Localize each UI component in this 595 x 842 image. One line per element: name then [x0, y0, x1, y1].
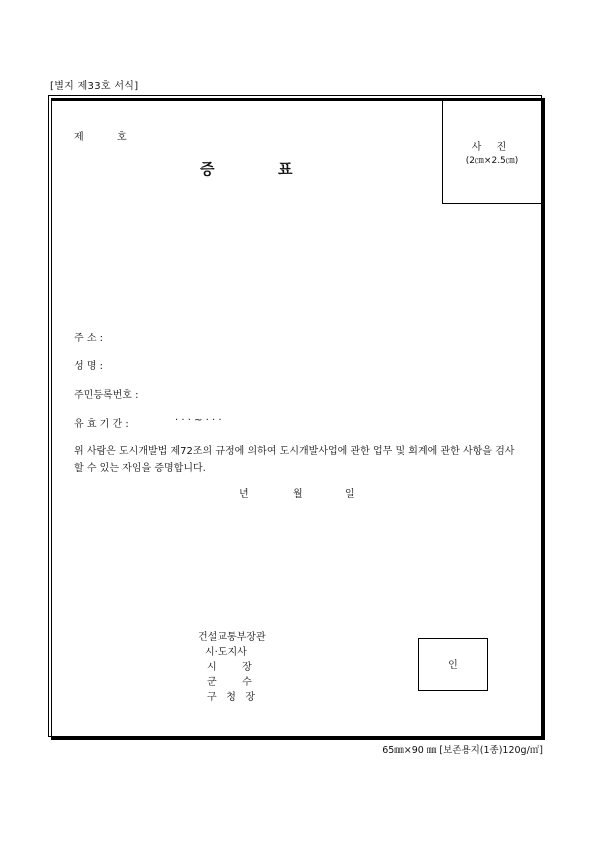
- number-prefix: 제: [74, 132, 84, 143]
- title-char-2: 표: [278, 160, 293, 178]
- photo-size: (2㎝×2.5㎝): [465, 156, 519, 166]
- date-month: 월: [293, 489, 303, 500]
- issuer-governor: 시·도지사: [205, 647, 247, 658]
- issuer-mayor: 시 장: [207, 662, 252, 673]
- address-label: 주 소 :: [74, 333, 104, 344]
- resident-number-label: 주민등록번호 :: [74, 390, 139, 401]
- footer-spec: 65㎜×90 ㎜ [보존용지(1종)120g/㎡]: [382, 745, 543, 756]
- issuer-minister: 건설교통부장관: [198, 632, 266, 643]
- photo-label: 사 진: [471, 142, 513, 153]
- issuer-county: 군 수: [207, 677, 252, 688]
- certification-statement: 위 사람은 도시개발법 제72조의 규정에 의하여 도시개발사업에 관한 업무 및 회계에 관한 사항을 검사할 수 있는 자임을 증명합니다.: [74, 446, 515, 474]
- date-day: 일: [345, 489, 355, 500]
- title-char-1: 증: [200, 160, 215, 178]
- photo-box: [442, 98, 541, 204]
- number-suffix: 호: [117, 132, 127, 143]
- seal-label: 인: [448, 660, 458, 671]
- form-label: [별지 제33호 서식]: [50, 81, 139, 92]
- date-year: 년: [239, 489, 249, 500]
- name-label: 성 명 :: [74, 361, 104, 372]
- validity-label: 유 효 기 간 :: [74, 419, 129, 430]
- issuer-district: 구 청 장: [207, 692, 256, 703]
- validity-value: · · · ~ · · ·: [175, 415, 222, 426]
- seal-box: [418, 638, 488, 691]
